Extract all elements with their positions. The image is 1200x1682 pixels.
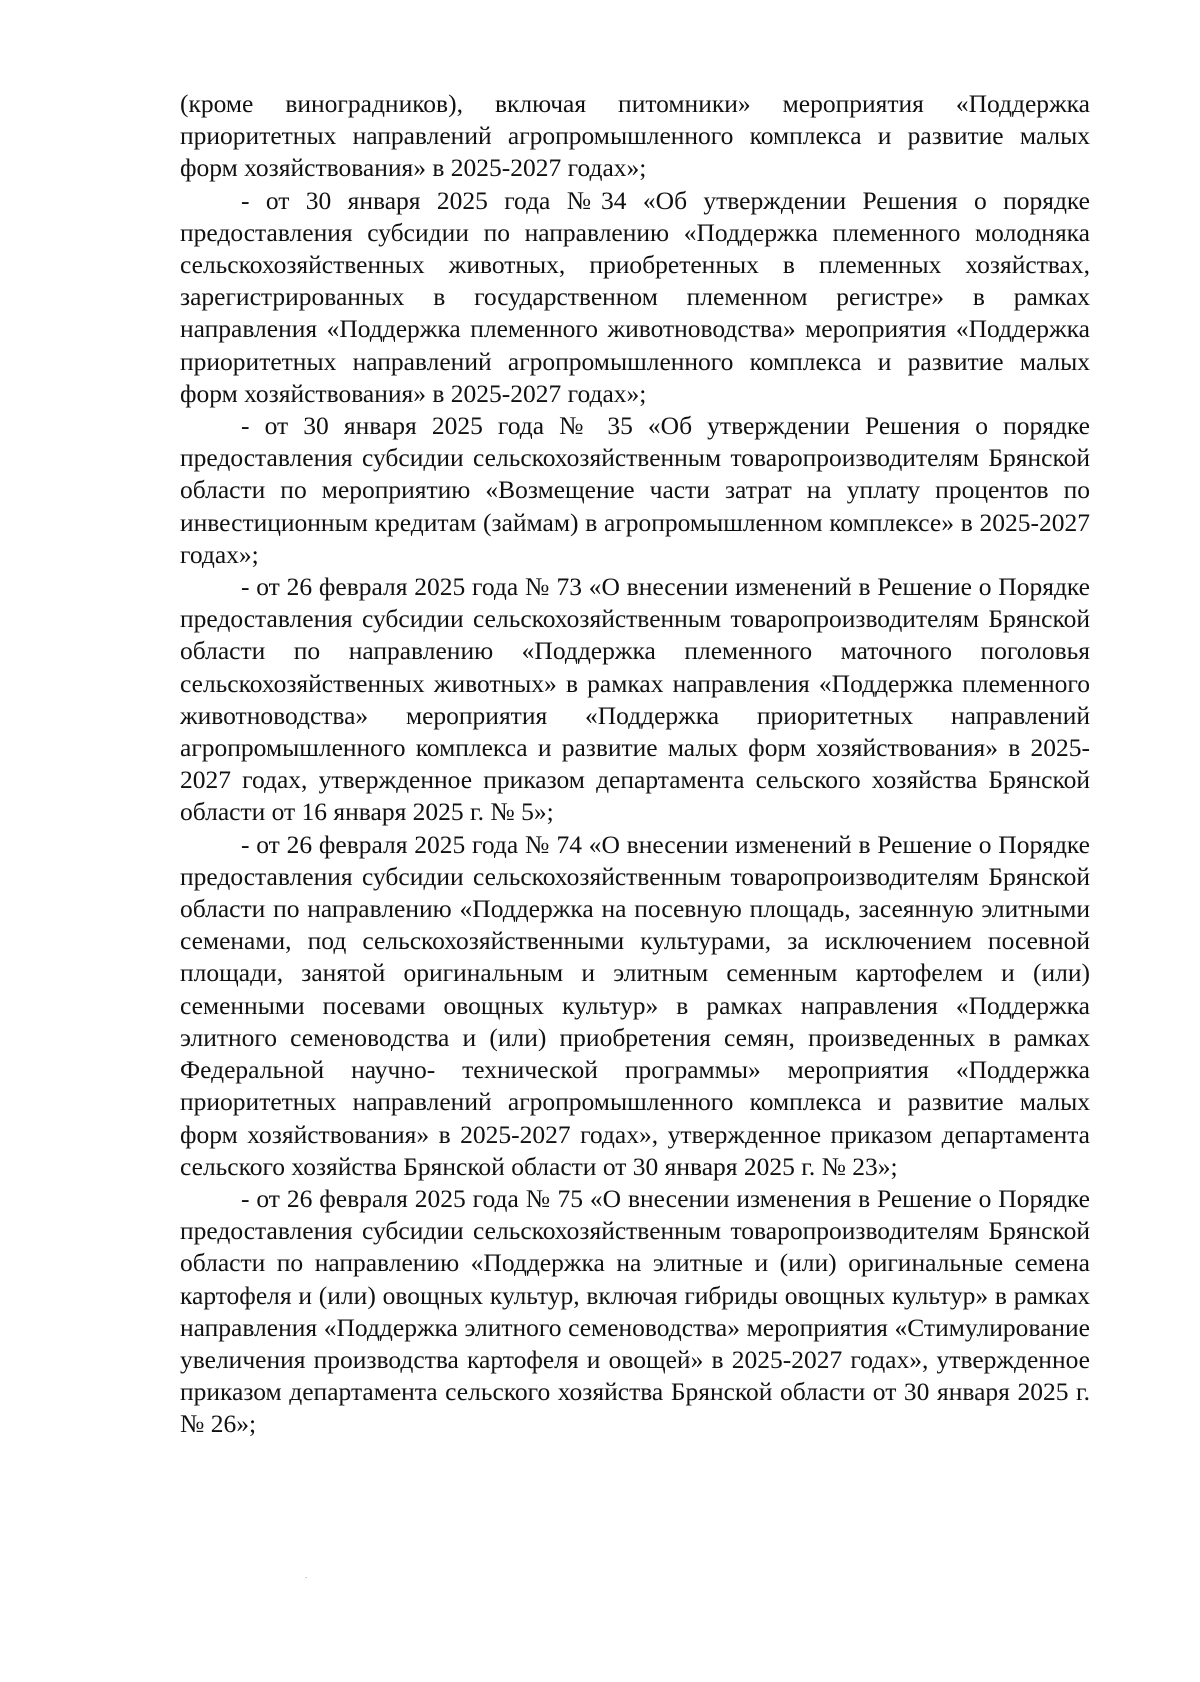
paragraph-order-74: - от 26 февраля 2025 года № 74 «О внесении изменений в Решение о Порядке предоставления субсидии сельскохозяйственным товаропроизводителям Брянской области по направлению «Поддержка на посевную площадь, засеянную элитными семенами, под сельскохозяйственными культурами, за исключением посевной площади, занятой оригинальным и элитным семенным картофелем и (или) семенными посевами овощных культур» в рамках направления «Поддержка элитного семеноводства и (или) приобретения семян, произведенных в рамках Федеральной научно- технической программы» мероприятия «Поддержка приоритетных направлений агропромышленного комплекса и развитие малых форм хозяйствования» в 2025-2027 годах», утвержденное приказом департамента сельского хозяйства Брянской области от 30 января 2025 г. № 23»; bbox=[180, 829, 1090, 1181]
paragraph-order-35: - от 30 января 2025 года № 35 «Об утверждении Решения о порядке предоставления субсидии сельскохозяйственным товаропроизводителям Брянской области по мероприятию «Возмещение части затрат на уплату процентов по инвестиционным кредитам (займам) в агропромышленном комплексе» в 2025-2027 годах»; bbox=[180, 411, 1090, 569]
paragraph-continuation: (кроме виноградников), включая питомники» мероприятия «Поддержка приоритетных направлений агропромышленного комплекса и развитие малых форм хозяйствования» в 2025-2027 годах»; bbox=[180, 89, 1090, 183]
document-page bbox=[180, 88, 1090, 1441]
scan-artifact bbox=[305, 1577, 307, 1578]
paragraph-order-73: - от 26 февраля 2025 года № 73 «О внесении изменений в Решение о Порядке предоставления субсидии сельскохозяйственным товаропроизводителям Брянской области по направлению «Поддержка племенного маточного поголовья сельскохозяйственных животных» в рамках направления «Поддержка племенного животноводства» мероприятия «Поддержка приоритетных направлений агропромышленного комплекса и развитие малых форм хозяйствования» в 2025-2027 годах, утвержденное приказом департамента сельского хозяйства Брянской области от 16 января 2025 г. № 5»; bbox=[180, 572, 1090, 827]
paragraph-order-75: - от 26 февраля 2025 года № 75 «О внесении изменения в Решение о Порядке предоставления субсидии сельскохозяйственным товаропроизводителям Брянской области по направлению «Поддержка на элитные и (или) оригинальные семена картофеля и (или) овощных культур, включая гибриды овощных культур» в рамках направления «Поддержка элитного семеноводства» мероприятия «Стимулирование увеличения производства картофеля и овощей» в 2025-2027 годах», утвержденное приказом департамента сельского хозяйства Брянской области от 30 января 2025 г. № 26»; bbox=[180, 1183, 1090, 1439]
paragraph-order-34: - от 30 января 2025 года №34 «Об утверждении Решения о порядке предоставления субсидии по направлению «Поддержка племенного молодняка сельскохозяйственных животных, приобретенных в племенных хозяйствах, зарегистрированных в государственном племенном регистре» в рамках направления «Поддержка племенного животноводства» мероприятия «Поддержка приоритетных направлений агропромышленного комплекса и развитие малых форм хозяйствования» в 2025-2027 годах»; bbox=[180, 185, 1090, 408]
